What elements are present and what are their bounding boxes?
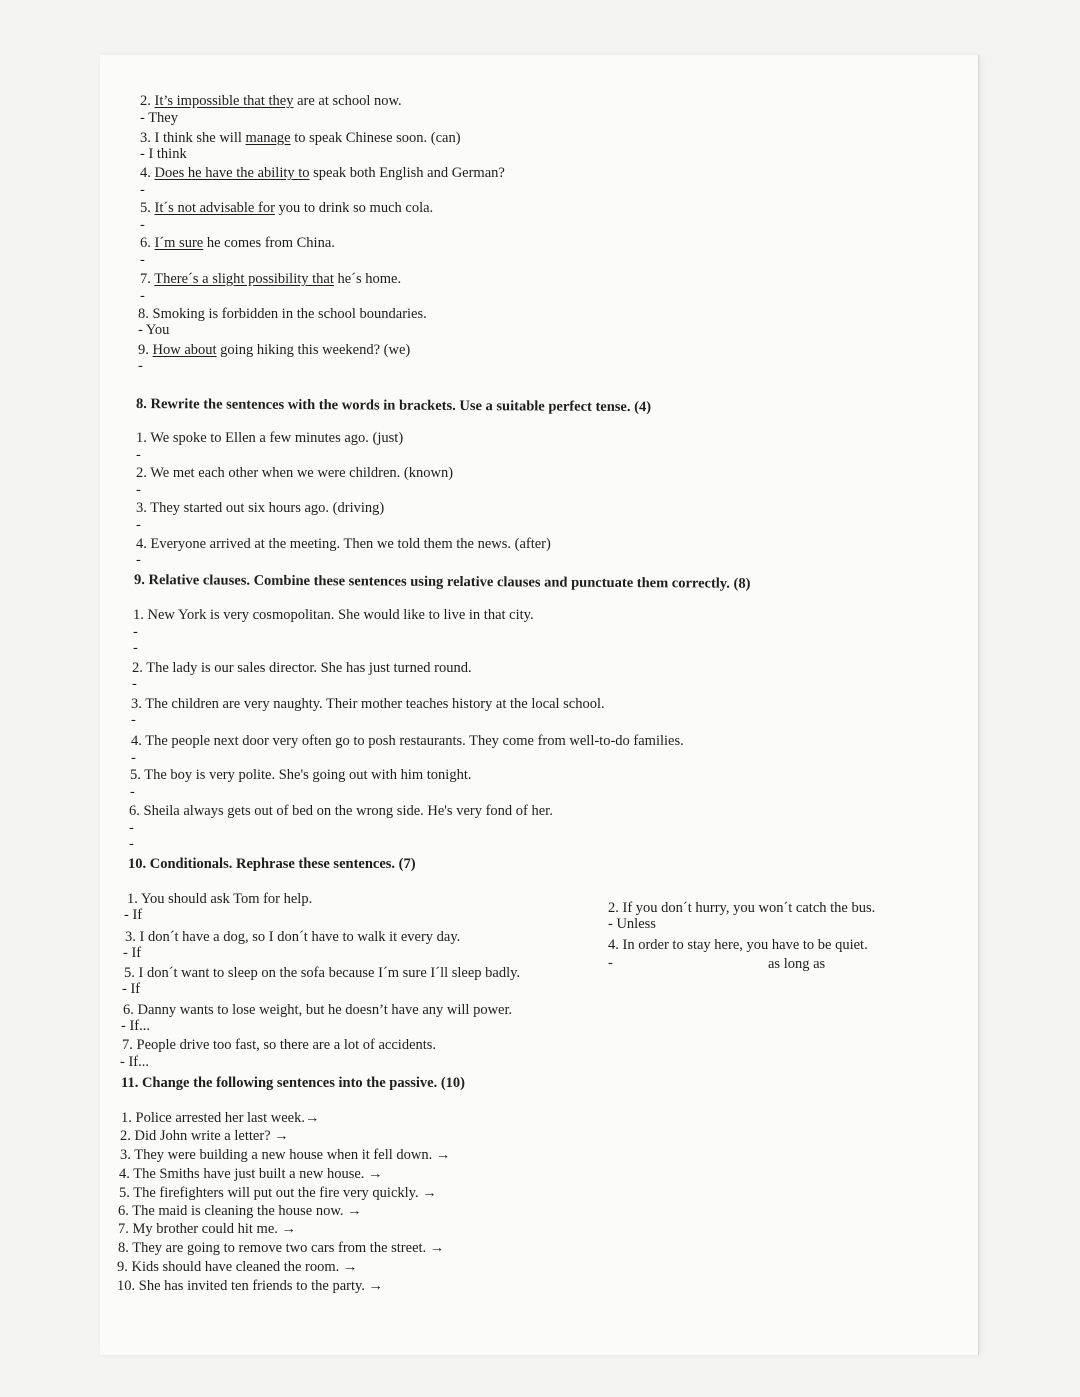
answer-line: -	[129, 820, 134, 836]
answer-line: - Unless	[608, 916, 656, 932]
question-7-4: 4. Does he have the ability to speak both English and German?	[140, 165, 505, 181]
answer-line: -	[138, 358, 143, 374]
answer-line: - If	[122, 981, 141, 997]
question-11-1: 1. Police arrested her last week.→	[121, 1110, 320, 1126]
question-11-6: 6. The maid is cleaning the house now. →	[118, 1203, 362, 1219]
answer-line: -	[131, 750, 136, 766]
question-8-3: 3. They started out six hours ago. (driving)	[136, 500, 385, 516]
question-10-4: 4. In order to stay here, you have to be quiet.	[608, 937, 868, 953]
question-7-7: 7. There´s a slight possibility that he´s home.	[140, 271, 402, 287]
answer-line: -	[129, 836, 134, 852]
section-heading: 11. Change the following sentences into the passive. (10)	[121, 1075, 465, 1091]
question-10-5: 5. I don´t want to sleep on the sofa because I´m sure I´ll sleep badly.	[124, 965, 521, 981]
question-10-3: 3. I don´t have a dog, so I don´t have to walk it every day.	[125, 929, 461, 945]
answer-line: -	[130, 784, 135, 800]
question-10-1: 1. You should ask Tom for help.	[127, 891, 313, 907]
answer-line: - If	[124, 907, 143, 923]
question-8-2: 2. We met each other when we were children. (known)	[136, 465, 454, 481]
question-10-7: 7. People drive too fast, so there are a lot of accidents.	[122, 1037, 437, 1053]
answer-line: -	[132, 676, 137, 692]
answer-line: -	[133, 624, 138, 640]
answer-line: -	[136, 482, 141, 498]
question-11-5: 5. The firefighters will put out the fire very quickly. →	[119, 1185, 437, 1201]
question-9-6: 6. Sheila always gets out of bed on the wrong side. He's very fond of her.	[129, 803, 553, 819]
question-11-7: 7. My brother could hit me. →	[118, 1221, 297, 1237]
question-7-3: 3. I think she will manage to speak Chinese soon. (can)	[140, 130, 461, 146]
question-11-3: 3. They were building a new house when it fell down. →	[120, 1147, 451, 1163]
answer-line: -	[136, 517, 141, 533]
question-11-2: 2. Did John write a letter? →	[120, 1128, 289, 1144]
question-11-10: 10. She has invited ten friends to the party. →	[117, 1278, 384, 1294]
question-7-9: 9. How about going hiking this weekend? (we)	[138, 342, 411, 358]
answer-line: - I think	[140, 146, 187, 162]
question-7-6: 6. I´m sure he comes from China.	[140, 235, 335, 251]
question-7-5: 5. It´s not advisable for you to drink so much cola.	[140, 200, 434, 216]
question-8-1: 1. We spoke to Ellen a few minutes ago. (just)	[136, 430, 404, 446]
question-9-3: 3. The children are very naughty. Their mother teaches history at the local school.	[131, 696, 605, 712]
section-heading: 9. Relative clauses. Combine these sentences using relative clauses and punctuate them correctly. (8)	[133, 572, 751, 592]
answer-line: -	[140, 217, 145, 233]
question-11-4: 4. The Smiths have just built a new house. →	[119, 1166, 383, 1182]
answer-line: -	[133, 640, 138, 656]
question-9-2: 2. The lady is our sales director. She has just turned round.	[132, 660, 472, 676]
answer-line: - If...	[120, 1054, 149, 1070]
answer-line: - They	[140, 110, 178, 126]
question-9-4: 4. The people next door very often go to posh restaurants. They come from well-to-do families.	[131, 733, 684, 749]
question-10-6: 6. Danny wants to lose weight, but he doesn’t have any will power.	[123, 1002, 513, 1018]
answer-line: - If...	[121, 1018, 150, 1034]
answer-line: -	[140, 252, 145, 268]
question-8-4: 4. Everyone arrived at the meeting. Then we told them the news. (after)	[136, 536, 551, 552]
answer-line: -	[136, 447, 141, 463]
question-7-8: 8. Smoking is forbidden in the school boundaries.	[138, 306, 427, 322]
question-9-5: 5. The boy is very polite. She's going out with him tonight.	[130, 767, 472, 783]
answer-line: -	[131, 712, 136, 728]
question-10-2: 2. If you don´t hurry, you won´t catch the bus.	[608, 900, 876, 916]
question-11-9: 9. Kids should have cleaned the room. →	[117, 1259, 358, 1275]
question-9-1: 1. New York is very cosmopolitan. She would like to live in that city.	[133, 607, 534, 623]
question-7-2: 2. It’s impossible that they are at school now.	[140, 93, 402, 109]
section-heading: 8. Rewrite the sentences with the words in brackets. Use a suitable perfect tense. (4)	[135, 396, 652, 416]
answer-line: -	[136, 552, 141, 568]
answer-line: -	[140, 288, 145, 304]
question-11-8: 8. They are going to remove two cars from the street. →	[118, 1240, 445, 1256]
answer-line: - You	[138, 322, 170, 338]
answer-line: -	[140, 182, 145, 198]
answer-hint: as long as	[768, 956, 826, 972]
answer-line: -	[608, 955, 613, 971]
section-heading: 10. Conditionals. Rephrase these sentences. (7)	[128, 856, 416, 872]
answer-line: - If	[123, 945, 142, 961]
